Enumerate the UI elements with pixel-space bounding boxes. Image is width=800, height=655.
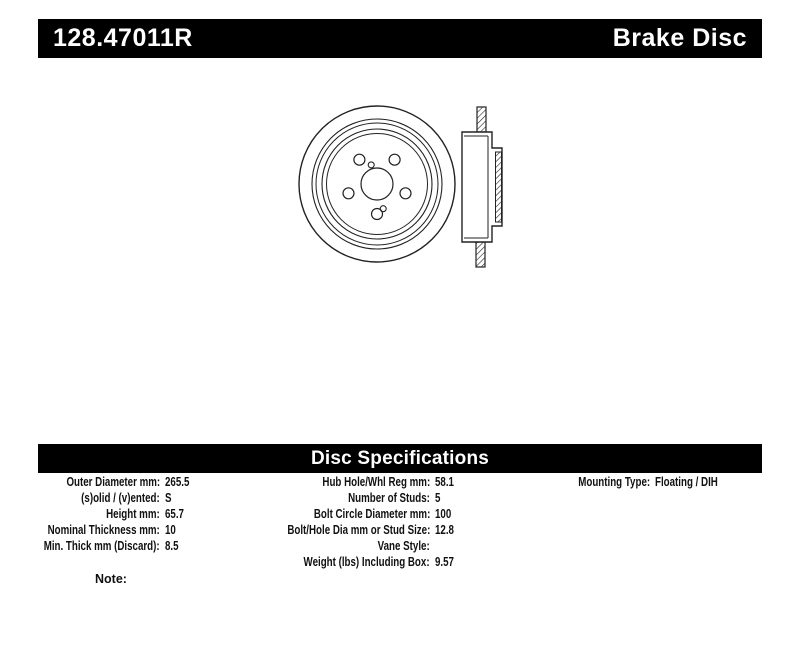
spec-label: Vane Style: [377,539,430,553]
spec-row-vane-style [280,538,459,554]
spec-value: 265.5 [165,475,190,489]
stud-hole [354,154,365,165]
spec-value: 100 [435,507,452,521]
spec-row-number-of-studs [280,490,459,506]
spec-row-solid-vented [38,490,196,506]
note-label: Note: [95,572,127,586]
spec-value: Floating / DIH [655,475,718,489]
spec-label: Bolt/Hole Dia mm or Stud Size: [286,523,430,537]
spec-label: Min. Thick mm (Discard): [44,539,160,553]
spec-row-height [38,506,196,522]
spec-label: (s)olid / (v)ented: [81,491,160,505]
pilot-register-section [496,152,502,222]
spec-label: Bolt Circle Diameter mm: [313,507,430,521]
spec-value: 58.1 [435,475,454,489]
friction-surface-inner-ring [316,123,438,245]
spec-label: Number of Studs: [348,491,430,505]
hub-outer-ring [322,129,432,239]
spec-row-outer-diameter [38,474,196,490]
spec-label: Weight (lbs) Including Box: [303,555,430,569]
spec-column-mounting [540,474,736,490]
stud-hole [343,188,354,199]
spec-column-dimensions [38,474,196,554]
spec-label: Outer Diameter mm: [66,475,160,489]
disc-ring-bottom-section [476,242,485,267]
stud-hole [389,154,400,165]
spec-column-fitment [280,474,459,570]
spec-value: 65.7 [165,507,184,521]
spec-value: S [165,491,172,505]
spec-value: 5 [435,491,441,505]
spec-value: 12.8 [435,523,454,537]
spec-label: Nominal Thickness mm: [47,523,160,537]
spec-label: Mounting Type: [578,475,650,489]
spec-value: 8.5 [165,539,179,553]
spec-value: 10 [165,523,176,537]
disc-front-view [299,106,455,262]
spec-row-nominal-thickness [38,522,196,538]
spec-row-bolt-hole-dia [280,522,459,538]
spec-value: 9.57 [435,555,454,569]
spec-label: Height mm: [106,507,160,521]
center-hub-hole [361,168,393,200]
spec-label: Hub Hole/Whl Reg mm: [322,475,430,489]
set-screw-hole [380,206,386,212]
spec-row-bolt-circle [280,506,459,522]
spec-row-weight [280,554,459,570]
spec-section-title: Disc Specifications [310,447,490,469]
stud-hole [400,188,411,199]
disc-ring-top-section [477,107,486,132]
part-number: 128.47011R [53,24,193,52]
friction-surface-ring [312,119,442,249]
spec-row-mounting-type [540,474,736,490]
set-screw-hole [368,162,374,168]
product-title: Brake Disc [612,24,747,52]
spec-row-hub-hole [280,474,459,490]
spec-row-min-thickness [38,538,196,554]
brake-disc-drawing [285,95,515,280]
disc-side-view [462,107,502,267]
header-bar [38,19,762,58]
spec-section-title-bar [38,444,762,473]
